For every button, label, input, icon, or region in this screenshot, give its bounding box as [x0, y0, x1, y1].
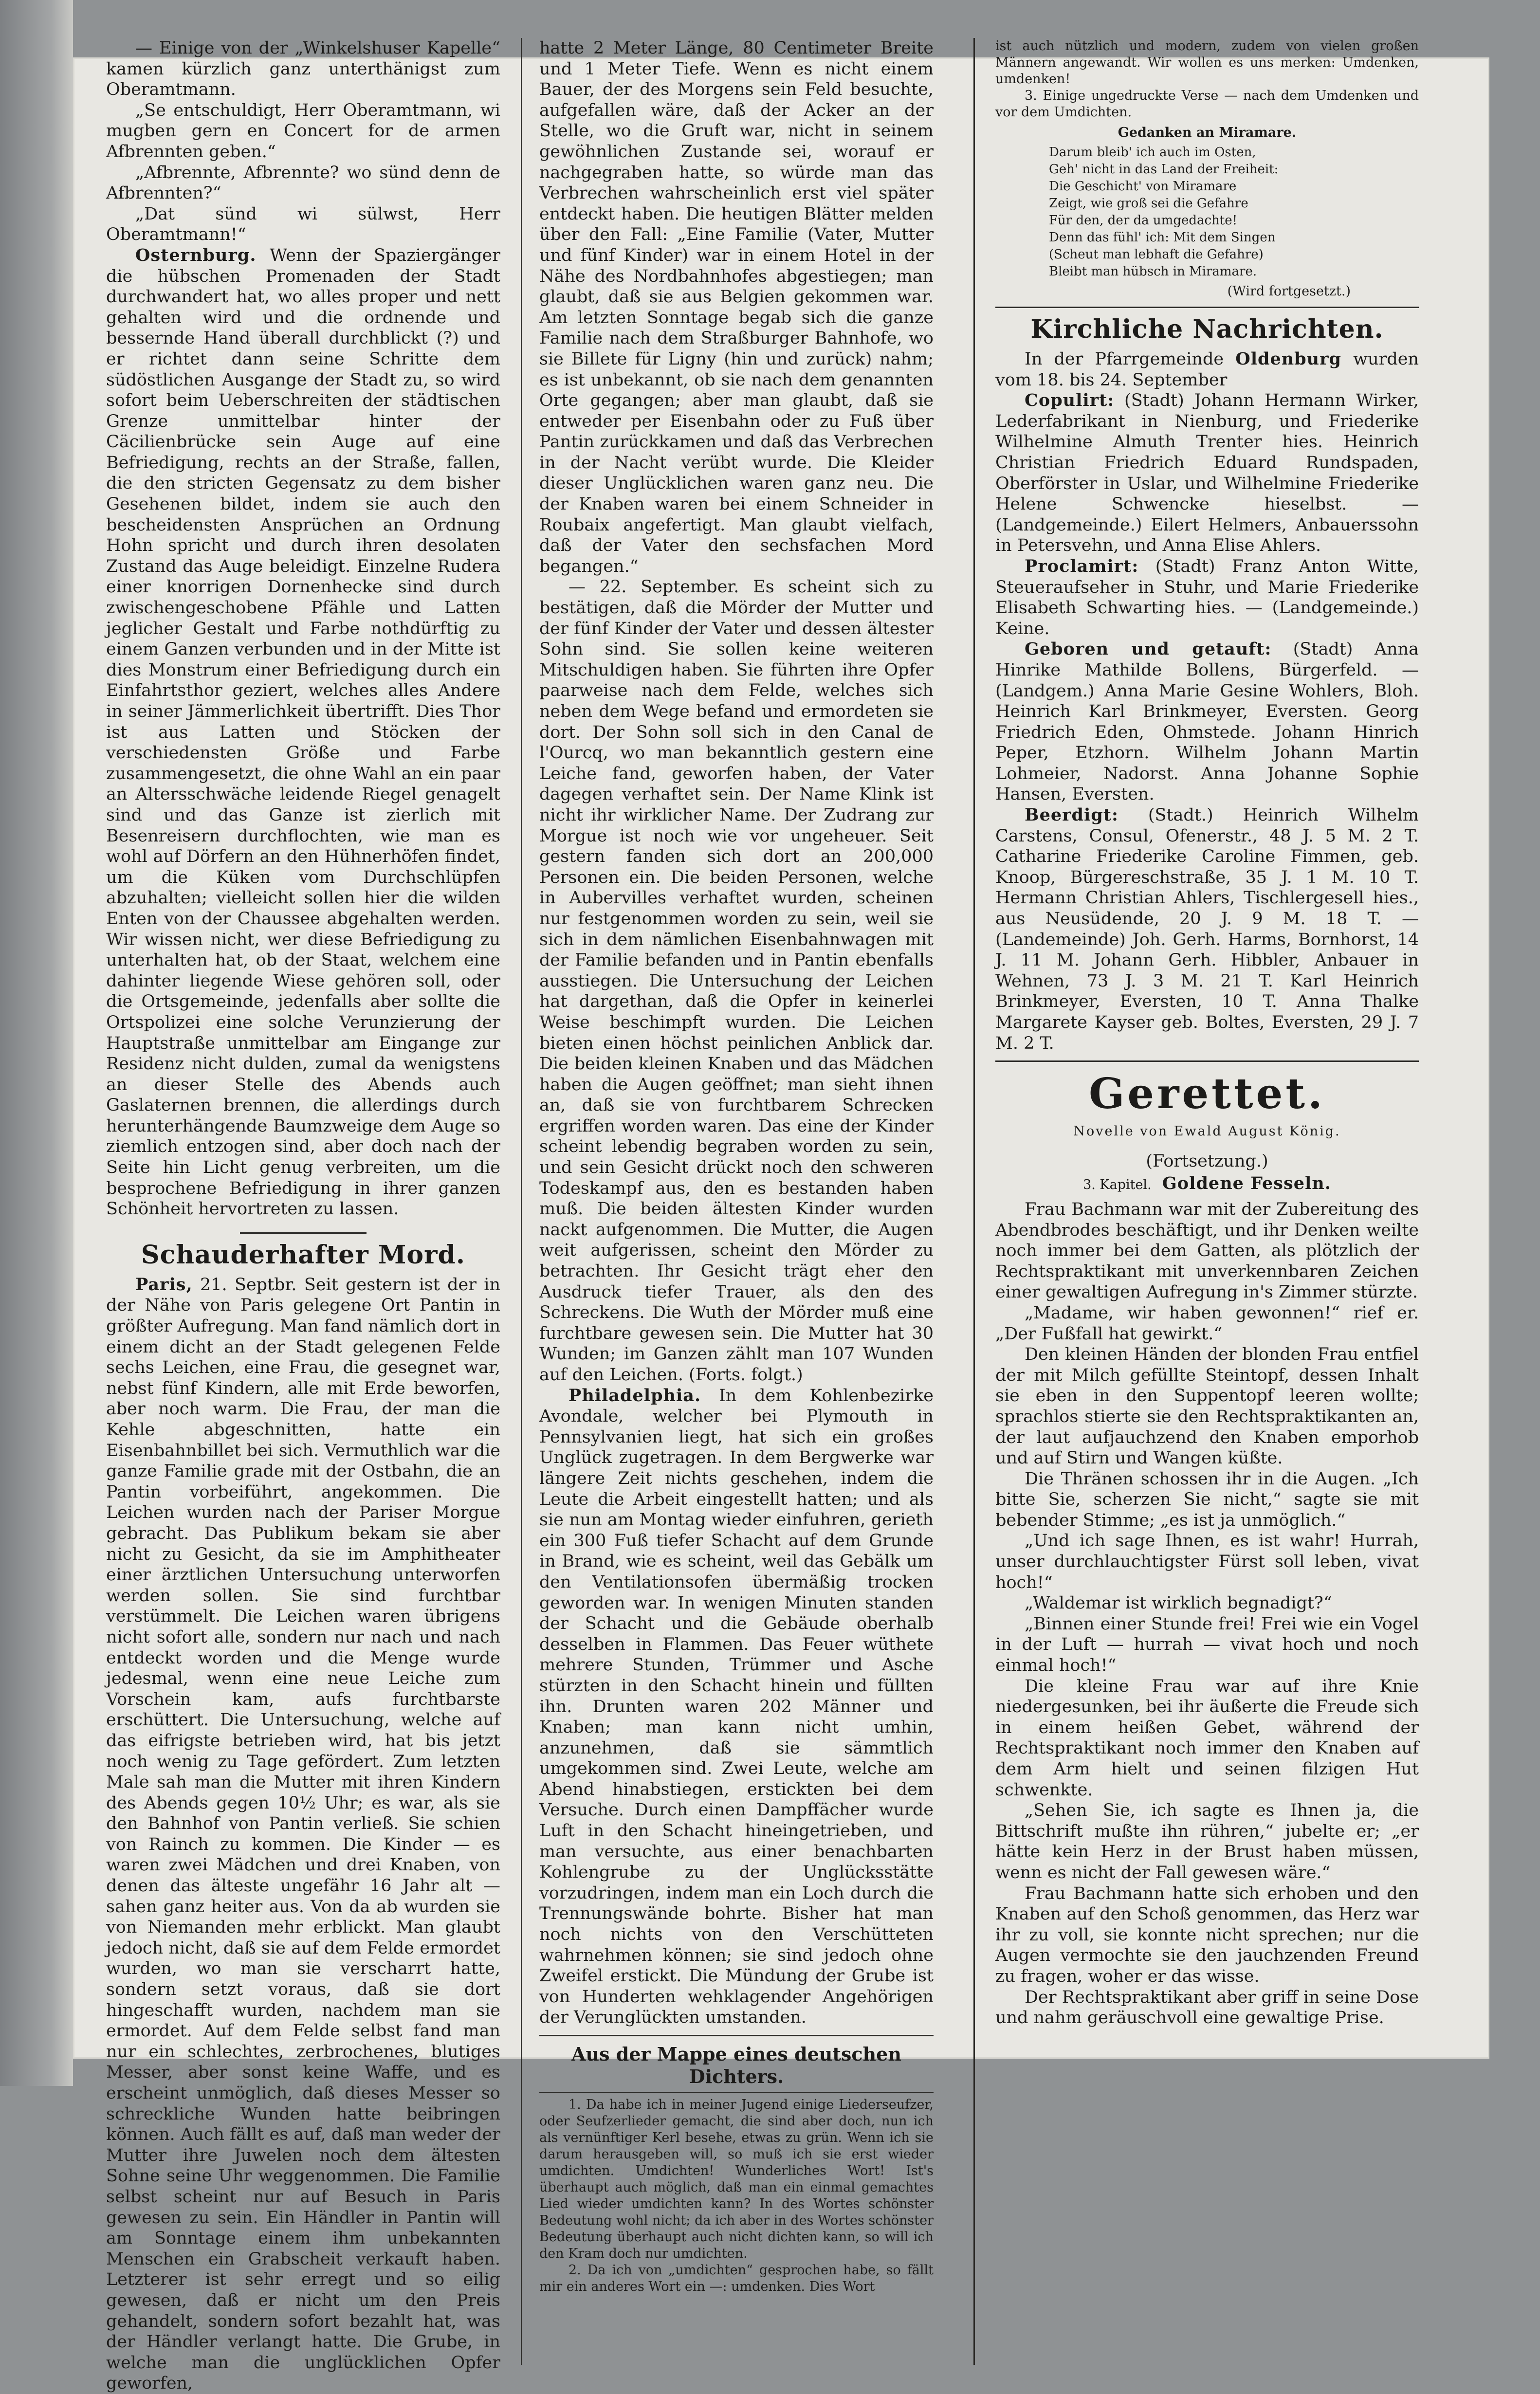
column-rule-1 — [521, 38, 522, 2365]
beerdigt-entry — [995, 805, 1419, 1054]
chapter-title: Goldene Fesseln. — [1162, 1173, 1331, 1194]
poem-line: Darum bleib' ich auch im Osten, — [1049, 145, 1256, 160]
paris-update-text: — 22. September. Es scheint sich zu bestätigen, daß die Mörder der Mutter und der fünf Kinder der Vater und dessen ältester Sohn sind. Sie sollen keine weiteren Mitschuldigen haben. Sie führten ihre Opfer paarweise nach dem Felde, welches sich neben dem Wege befand und ermordeten sie dort. Der Sohn soll sich in den Canal de l'Ourcq, wo man bekanntlich gestern eine Leiche fand, geworfen haben, der Vater dagegen verhaftet sein. Der Name Klink ist nicht ihr wirklicher Name. Der Zudrang zur Morgue ist noch wie vor ungeheuer. Seit gestern fanden sich dort an 200,000 Personen ein. Die beiden Personen, welche in Aubervilles verhaftet wurden, scheinen nur festgenommen worden zu sein, weil sie sich in dem nämlichen Eisenbahnwagen mit der Familie befanden und in Pantin ebenfalls ausstiegen. Die Untersuchung der Leichen hat dargethan, daß die Opfer in keinerlei Weise beschimpft wurden. Die Leichen bieten einen höchst peinlichen Anblick dar. Die beiden kleinen Knaben und das Mädchen haben die Augen geöffnet; man sieht ihnen an, daß sie von furchtbarem Schrecken ergriffen worden waren. Das eine der Kinder scheint lebendig begraben worden zu sein, und sein Gesicht drückt noch den schweren Todeskampf aus, den es bestanden haben muß. Die beiden ältesten Kinder wurden nackt aufgenommen. Die Mutter, die Augen weit aufgerissen, scheint den Mörder zu betrachten. Ihr Gesicht trägt eher den Ausdruck tiefer Trauer, als den des Schreckens. Die Wuth der Mörder muß eine furchtbare gewesen sein. Die Mutter hat 30 Wunden; im Ganzen zählt man 107 Wunden auf den Leichen. — [539, 577, 934, 1385]
novel-para: Den kleinen Händen der blonden Frau entfiel der mit Milch gefüllte Steintopf, dessen Inhalt sie eben in den Suppentopf leeren wollte; sprachlos stierte sie den Rechtspraktikanten an, der laut aufjauchzend den Knaben emporhob und auf Stirn und Wangen küßte. — [995, 1345, 1419, 1468]
mord-headline: Schauderhafter Mord. — [141, 1240, 465, 1270]
poem-line: Bleibt man hübsch in Miramare. — [1049, 264, 1257, 279]
poem-line: Die Geschicht' von Miramare — [1049, 179, 1237, 194]
copulirt-text: (Stadt) Johann Hermann Wirker, Lederfabrikant in Nienburg, und Friederike Wilhelmine Almuth Trenter hies. Heinrich Christian Friedrich Eduard Rundspaden, Oberförster in Uslar, und Wilhelmine Friederike Helene Schwencke hieselbst. — (Landgemeinde.) Eilert Helmers, Anbauerssohn in Petersvehn, und Anna Elise Ahlers. — [995, 391, 1419, 556]
anecdote-para-3: „Afbrennte, Afbrennte? wo sünd denn de Afbrennten?“ — [106, 163, 500, 203]
mappe-headline: Aus der Mappe eines deutschen Dichters. — [571, 2043, 901, 2087]
novel-para: Frau Bachmann war mit der Zubereitung des Abendbrodes beschäftigt, und ihr Denken weilte noch immer bei dem Gatten, als plötzlich der Rechtspraktikant mit unverkennbaren Zeichen einer gewaltigen Aufregung in's Zimmer stürzte. — [995, 1199, 1419, 1302]
gerettet-continued: (Fortsetzung.) — [1146, 1151, 1268, 1171]
section-divider — [240, 1232, 367, 1234]
scan-spine-shadow — [0, 0, 73, 2086]
kirch-intro — [995, 349, 1419, 390]
proclamirt-text: (Stadt) Franz Anton Witte, Steueraufseher in Stuhr, und Marie Friederike Elisabeth Schwarting hies. — (Landgemeinde.) Keine. — [995, 556, 1419, 639]
paris-update-tail: (Forts. folgt.) — [689, 1365, 803, 1385]
novel-para: „Sehen Sie, ich sagte es Ihnen ja, die Bittschrift mußte ihn rühren,“ jubelte er; „er hätte kein Herz in der Brust haben müssen, wenn es nicht der Fall gewesen wäre.“ — [995, 1801, 1419, 1882]
chapter-heading — [995, 1173, 1419, 1194]
poem-line: Geh' nicht in das Land der Freiheit: — [1049, 162, 1279, 177]
poem-continued-note: (Wird fortgesetzt.) — [1227, 284, 1351, 299]
anecdote-para-2: „Se entschuldigt, Herr Oberamtmann, wi mugben gern en Concert for de armen Afbrennten geben.“ — [106, 100, 500, 162]
section-divider — [995, 1060, 1419, 1062]
proclamirt-entry — [995, 556, 1419, 639]
kirch-parish: Oldenburg — [1235, 349, 1342, 369]
paris-update — [539, 577, 934, 1385]
novel-para: „Und ich sage Ihnen, es ist wahr! Hurrah, unser durchlauchtigster Fürst soll leben, vivat hoch!“ — [995, 1531, 1419, 1592]
kirchliche-headline: Kirchliche Nachrichten. — [1030, 314, 1384, 344]
osternburg-text: Wenn der Spaziergänger die hübschen Promenaden der Stadt durchwandert hat, wo alles proper und nett gehalten wird und die ordnende und bessernde Hand überall durchblickt (?) und er richtet dann seine Schritte dem südöstlichen Ausgange der Stadt zu, so wird sofort beim Ueberschreiten der städtischen Grenze unmittelbar hinter der Cäcilienbrücke sein Auge auf eine Befriedigung, rechts an der Straße, fallen, die den stricten Gegensatz zu dem bisher Gesehenen bildet, indem sie auch den bescheidensten Ansprüchen an Ordnung Hohn spricht und durch ihren desolaten Zustand das Auge beleidigt. Einzelne Rudera einer knorrigen Dornenhecke sind durch zwischengeschobene Pfähle und Latten jeglicher Gestalt und Farbe nothdürftig zu einem Ganzen verbunden und in der Mitte ist dies Monstrum einer Befriedigung durch ein Einfahrtsthor geziert, welches alles Andere in seiner Jämmerlichkeit übertrifft. Dies Thor ist aus Latten und Stöcken der verschiedensten Größe und Farbe zusammengesetzt, die ohne Wahl an ein paar an Altersschwäche leidende Riegel genagelt sind und das Ganze ist zierlich mit Besenreisern durchflochten, wie man es wohl auf Dörfern an den Hühnerhöfen findet, um die Küken vom Durchschlüpfen abzuhalten; vielleicht sollen hier die wilden Enten von der Chaussee abgehalten werden. Wir wissen nicht, wer diese Befriedigung zu unterhalten hat, ob der Staat, welchem eine dahinter liegende Wiese gehören soll, oder die Ortsgemeinde, jedenfalls aber sollte die Ortspolizei eine solche Verunzierung der Hauptstraße unmittelbar am Eingange zur Residenz nicht dulden, zumal da wenigstens an dieser Stelle des Abends auch Gaslaternen brennen, die allerdings durch herunterhängende Baumzweige dem Auge so ziemlich entzogen sind, aber doch nach der Seite hin Licht genug verbreiten, um die besprochene Befriedigung in ihrer ganzen Schönheit hervortreten zu lassen. — [106, 245, 500, 1219]
novel-para: „Binnen einer Stunde frei! Frei wie ein Vogel in der Luft — hurrah — vivat hoch und noch einmal hoch!“ — [995, 1614, 1419, 1676]
paris-text: 21. Septbr. Seit gestern ist der in der Nähe von Paris gelegene Ort Pantin in größter Aufregung. Man fand nämlich dort in einem dicht an der Stadt gelegenen Felde sechs Leichen, eine Frau, die gesegnet war, nebst fünf Kindern, alle mit Erde beworfen, aber noch warm. Die Frau, der man die Kehle abgeschnitten, hatte ein Eisenbahnbillet bei sich. Vermuthlich war die ganze Familie grade mit der Ostbahn, die an Pantin vorbeiführt, angekommen. Die Leichen wurden nach der Pariser Morgue gebracht. Das Publikum bekam sie aber nicht zu Gesicht, da sie im Amphitheater einer ärztlichen Untersuchung unterworfen werden sollen. Sie sind furchtbar verstümmelt. Die Leichen waren übrigens nicht sofort alle, sondern nur nach und nach entdeckt worden und die Menge wurde jedesmal, wenn eine neue Leiche zum Vorschein kam, aufs furchtbarste erschüttert. Die Untersuchung, welche auf das eifrigste betrieben wird, hat bis jetzt noch wenig zu Tage gefördert. Zum letzten Male sah man die Mutter mit ihren Kindern des Abends gegen 10½ Uhr; es war, als sie den Bahnhof von Pantin verließ. Sie schien von Rainch zu kommen. Die Kinder — es waren zwei Mädchen und drei Knaben, von denen das älteste ungefähr 16 Jahr alt — sahen ganz heiter aus. Von da ab wurden sie von Niemanden mehr erblickt. Man glaubt jedoch nicht, daß sie auf dem Felde ermordet wurden, wo man sie verscharrt hatte, sondern setzt voraus, daß sie dort hingeschafft wurden, nachdem man sie ermordet. Auf dem Felde selbst fand man nur ein schlechtes, zerbrochenes, blutiges Messer, aber sonst keine Waffe, und es erscheint unmöglich, daß dieses Messer so schreckliche Wunden hatte beibringen können. Auch fällt es auf, daß man weder der Mutter ihre Juwelen noch dem ältesten Sohne seine Uhr weggenommen. Die Familie selbst scheint nur auf Besuch in Paris gewesen zu sein. Ein Händler in Pantin will am Sonntage einem ihm unbekannten Menschen ein Grabscheit verkauft haben. Letzterer ist sehr erregt und so eilig gewesen, daß er nicht um den Preis gehandelt, sondern sofort bezahlt hat, was der Händler verlangt hatte. Die Grube, in welche man die unglücklichen Opfer geworfen, — [106, 1275, 500, 2394]
mappe-item-1: 1. Da habe ich in meiner Jugend einige Liederseufzer, oder Seufzerlieder gemacht, die sind aber doch, nun ich als vernünftiger Kerl besehe, etwas zu grün. Wenn ich sie darum herausgeben will, so muß ich sie erst wieder umdichten. Umdichten! Wunderliches Wort! Ist's überhaupt auch möglich, daß man ein einmal gemachtes Lied wieder umdichten kann? In des Wortes schönster Bedeutung wohl nicht; da ich aber in des Wortes schönster Bedeutung überhaupt auch nicht dichten kann, so will ich den Kram doch nur umdichten. — [539, 2097, 934, 2261]
poem-line: Zeigt, wie groß sei die Gefahre — [1049, 196, 1248, 211]
section-divider — [539, 2035, 934, 2036]
copulirt-label: Copulirt: — [1025, 390, 1115, 411]
gerettet-byline: Novelle von Ewald August König. — [1073, 1124, 1341, 1139]
philadelphia-dateline: Philadelphia. — [568, 1385, 701, 1406]
copulirt-entry — [995, 390, 1419, 556]
poem-line: Für den, der da umgedachte! — [1049, 213, 1238, 228]
novel-para: Der Rechtspraktikant aber griff in seine Dose und nahm geräuschvoll eine gewaltige Prise. — [995, 1987, 1419, 2028]
column-2 — [539, 38, 934, 2365]
novel-para: Die Thränen schossen ihr in die Augen. „Ich bitte Sie, scherzen Sie nicht,“ sagte sie mit bebender Stimme; „es ist ja unmöglich.“ — [995, 1469, 1419, 1530]
anecdote-para-4: „Dat sünd wi sülwst, Herr Oberamtmann!“ — [106, 204, 500, 245]
mappe-continued: ist auch nützlich und modern, zudem von vielen großen Männern angewandt. Wir wollen es uns merken: Umdenken, umdenken! — [995, 38, 1419, 87]
osternburg-article — [106, 245, 500, 1220]
geboren-text: (Stadt) Anna Hinrike Mathilde Bollens, Bürgerfeld. — (Landgem.) Anna Marie Gesine Wohlers, Bloh. Heinrich Karl Brinkmeyer, Eversten. Georg Friedrich Eden, Ohmstede. Johann Hinrich Peper, Etzhorn. Wilhelm Johann Martin Lohmeier, Nadorst. Anna Johanne Sophie Hansen, Eversten. — [995, 640, 1419, 804]
novel-para: „Waldemar ist wirklich begnadigt?“ — [1025, 1593, 1332, 1613]
poem-line: (Scheut man lebhaft die Gefahre) — [1049, 247, 1264, 262]
poem-lines — [1049, 144, 1419, 280]
geboren-label: Geboren und getauft: — [1025, 639, 1272, 659]
novel-para: Die kleine Frau war auf ihre Knie niedergesunken, bei ihr äußerte die Freude sich in einem heißen Gebet, während der Rechtspraktikant noch immer den Knaben auf dem Arm hielt und seinen filzigen Hut schwenkte. — [995, 1676, 1419, 1800]
osternburg-dateline: Osternburg. — [135, 245, 257, 265]
poem-line: Denn das fühl' ich: Mit dem Singen — [1049, 230, 1276, 245]
paris-article — [106, 1275, 500, 2394]
kirch-intro-a: In der Pfarrgemeinde — [1025, 349, 1236, 369]
section-divider — [995, 307, 1419, 308]
column-rule-2 — [973, 38, 975, 2365]
section-divider — [539, 2092, 934, 2093]
anecdote-para-1: — Einige von der „Winkelshuser Kapelle“ kamen kürzlich ganz unterthänigst zum Oberamtmann. — [106, 38, 500, 100]
novel-para: Frau Bachmann hatte sich erhoben und den Knaben auf den Schoß genommen, das Herz war ihr zu voll, sie konnte nicht sprechen; nur die Augen vermochte sie den jauchzenden Freund zu fragen, woher er das wisse. — [995, 1883, 1419, 1986]
novel-para: „Madame, wir haben gewonnen!“ rief er. „Der Fußfall hat gewirkt.“ — [995, 1303, 1419, 1344]
mappe-item-2: 2. Da ich von „umdichten“ gesprochen habe, so fällt mir ein anderes Wort ein —: umdenken. Dies Wort — [539, 2263, 934, 2294]
beerdigt-label: Beerdigt: — [1025, 805, 1118, 825]
poem-title: Gedanken an Miramare. — [1118, 125, 1297, 140]
beerdigt-text: (Stadt.) Heinrich Wilhelm Carstens, Consul, Ofenerstr., 48 J. 5 M. 2 T. Catharine Friederike Caroline Fimmen, geb. Knoop, Bürgereschstraße, 35 J. 1 M. 10 T. Hermann Christian Ahlers, Tischlergesell hies., aus Neusüdende, 20 J. 9 M. 18 T. — (Landemeinde) Joh. Gerh. Harms, Bornhorst, 14 J. 11 M. Johann Gerh. Hibbler, Anbauer in Wehnen, 73 J. 3 M. 21 T. Karl Heinrich Brinkmeyer, Eversten, 10 T. Anna Thalke Margarete Kayser geb. Boltes, Eversten, 29 J. 7 M. 2 T. — [995, 805, 1419, 1053]
kirch-intro-b: wurden vom 18. bis 24. September — [995, 349, 1419, 390]
column-1 — [106, 38, 500, 2394]
chapter-number: 3. Kapitel. — [1083, 1177, 1152, 1193]
geboren-entry — [995, 639, 1419, 805]
paris-dateline: Paris, — [135, 1274, 193, 1295]
column-3 — [995, 38, 1419, 2365]
philadelphia-text: In dem Kohlenbezirke Avondale, welcher bei Plymouth in Pennsylvanien liegt, hat sich ein großes Unglück zugetragen. In dem Bergwerke war längere Zeit nichts geschehen, indem die Leute die Arbeit eingestellt hatten; und als sie nun am Montag wieder einfuhren, gerieth ein 300 Fuß tiefer Schacht auf dem Grunde in Brand, wie es scheint, weil das Gebälk um den Ventilationsofen übermäßig trocken geworden war. In wenigen Minuten standen der Schacht und die Gebäude oberhalb desselben in Flammen. Das Feuer wüthete mehrere Stunden, Trümmer und Asche stürzten in den Schacht hinein und füllten ihn. Drunten waren 202 Männer und Knaben; man kann nicht umhin, anzunehmen, daß sie sämmtlich umgekommen sind. Zwei Leute, welche am Abend hinabstiegen, erstickten bei dem Versuche. Durch einen Dampffächer wurde Luft in den Schacht hineingetrieben, und man versuchte, aus einer benachbarten Kohlengrube zu der Unglücksstätte vorzudringen, indem man ein Loch durch die Trennungswände bohrte. Bisher hat man noch nichts von den Verschütteten wahrnehmen können; sie sind jedoch ohne Zweifel erstickt. Die Mündung der Grube ist von Hunderten wehklagender Angehörigen der Verunglückten umstanden. — [539, 1386, 934, 2028]
proclamirt-label: Proclamirt: — [1025, 556, 1139, 576]
philadelphia-article — [539, 1386, 934, 2028]
gerettet-headline: Gerettet. — [1088, 1069, 1325, 1119]
mappe-item-3: 3. Einige ungedruckte Verse — nach dem Umdenken und vor dem Umdichten. — [995, 88, 1419, 120]
paris-continued: hatte 2 Meter Länge, 80 Centimeter Breite und 1 Meter Tiefe. Wenn es nicht einem Bauer, der des Morgens sein Feld besuchte, aufgefallen wäre, daß der Acker an der Stelle, wo die Gruft war, nicht in seinem gewöhnlichen Zustande sei, worauf er nachgegraben hatte, so würde man das Verbrechen wahrscheinlich erst viel später entdeckt haben. Die heutigen Blätter melden über den Fall: „Eine Familie (Vater, Mutter und fünf Kinder) war in einem Hotel in der Nähe des Nordbahnhofes abgestiegen; man glaubt, daß sie aus Belgien gekommen war. Am letzten Sonntage begab sich die ganze Familie nach dem Straßburger Bahnhofe, wo sie Billete für Ligny (hin und zurück) nahm; es ist unbekannt, ob sie nach dem genannten Orte gegangen; aber man glaubt, daß sie entweder per Eisenbahn oder zu Fuß über Pantin zurückkamen und daß das Verbrechen in der Nacht verübt wurde. Die Kleider dieser Unglücklichen waren ganz neu. Die der Knaben waren bei einem Schneider in Roubaix angefertigt. Man glaubt vielfach, daß der Vater den sechsfachen Mord begangen.“ — [539, 38, 934, 576]
